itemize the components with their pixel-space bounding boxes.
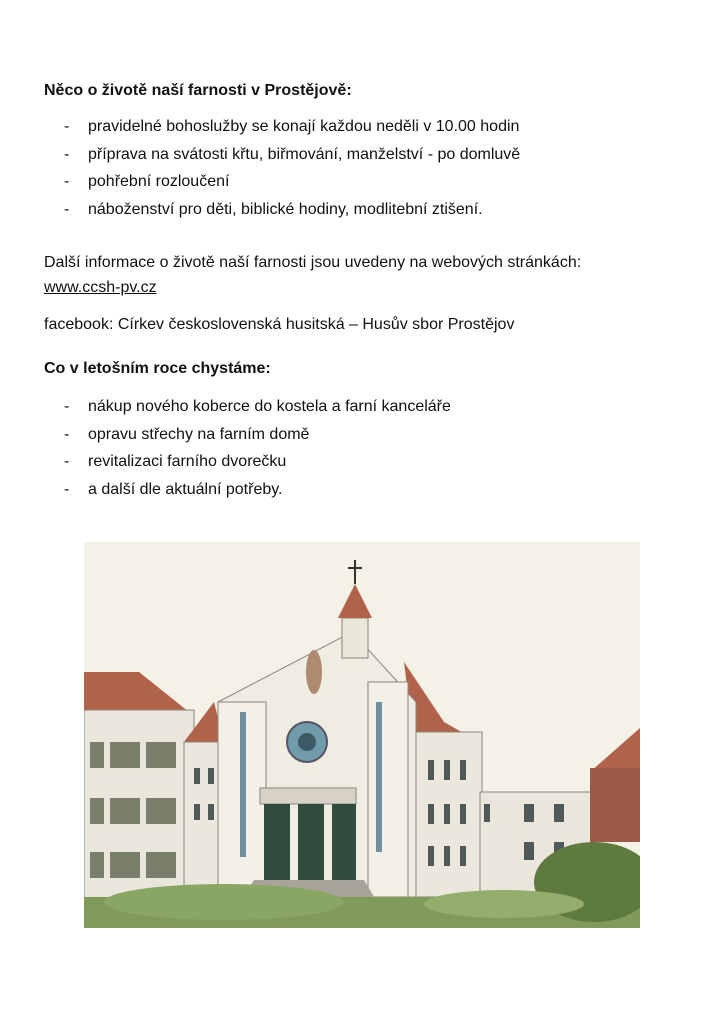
church-painting-image	[84, 542, 640, 928]
list-item: - nákup nového koberce do kostela a farní kanceláře	[64, 398, 451, 415]
list-item: - opravu střechy na farním domě	[64, 425, 310, 443]
website-link[interactable]: www.ccsh-pv.cz	[44, 279, 157, 296]
list-item: - příprava na svátosti křtu, biřmování, manželství - po domluvě	[64, 145, 521, 163]
section-heading-plans: Co v letošním roce chystáme:	[44, 360, 271, 377]
parish-activities-list	[64, 116, 520, 226]
section-heading-parish-life: Něco o životě naší farnosti v Prostějově:	[44, 82, 352, 99]
info-text: Další informace o životě naší farnosti jsou uvedeny na webových stránkách:	[44, 254, 582, 271]
list-item: - náboženství pro děti, biblické hodiny, modlitební ztišení.	[64, 200, 483, 218]
info-paragraph	[44, 250, 684, 300]
facebook-line: facebook: Církev československá husitská – Husův sbor Prostějov	[44, 316, 515, 333]
plans-list	[64, 396, 451, 506]
list-item: - pravidelné bohoslužby se konají každou neděli v 10.00 hodin	[64, 118, 520, 135]
list-item: - pohřební rozloučení	[64, 173, 230, 190]
list-item: - a další dle aktuální potřeby.	[64, 480, 283, 498]
list-item: - revitalizaci farního dvorečku	[64, 453, 287, 470]
